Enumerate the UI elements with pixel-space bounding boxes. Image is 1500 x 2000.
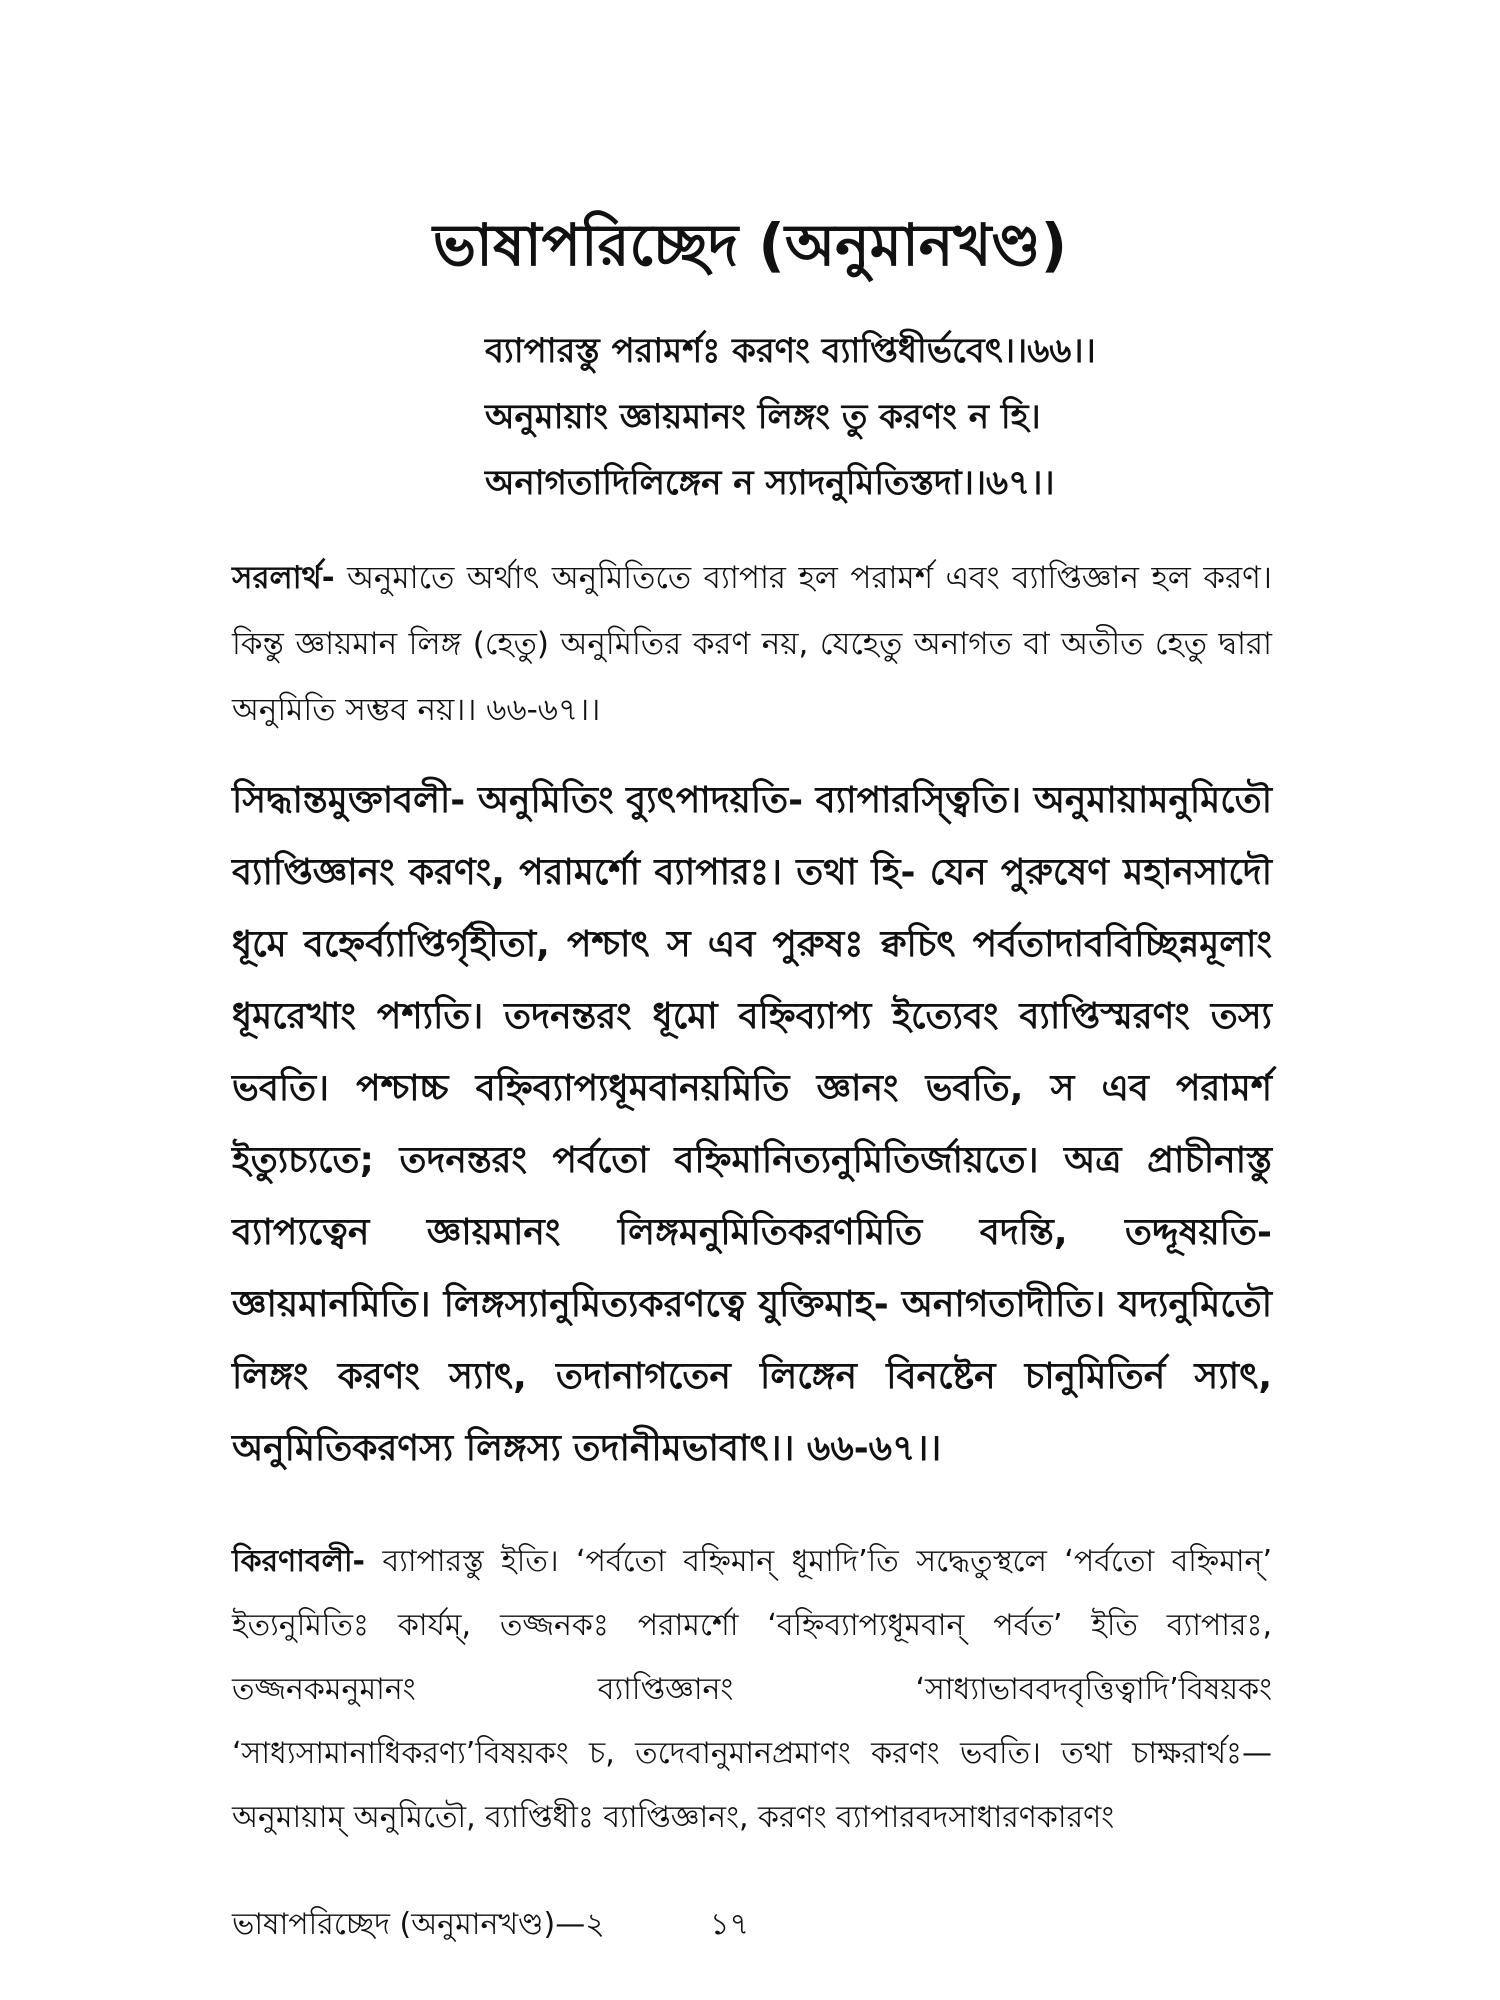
muktavali-label: সিদ্ধান্তমুক্তাবলী- [232, 780, 466, 821]
muktavali-text: অনুমিতিং ব্যুৎপাদয়তি- ব্যাপারস্ত্বিতি। অনুমায়ামনুমিতৌ ব্যাপ্তিজ্ঞানং করণং, পরামর্শো ব্যাপারঃ। তথা হি- যেন পুরুষেণ মহানসাদৌ ধূমে বহ্নের্ব্যাপ্তির্গৃহীতা, পশ্চাৎ স এব পুরুষঃ ক্বচিৎ পর্বতাদাববিচ্ছিন্নমূলাং ধূমরেখাং পশ্যতি। তদনন্তরং ধূমো বহ্নিব্যাপ্য ইত্যেবং ব্যাপ্তিস্মরণং তস্য ভবতি। পশ্চাচ্চ বহ্নিব্যাপ্যধূমবানয়মিতি জ্ঞানং ভবতি, স এব পরামর্শ ইত্যুচ্যতে; তদনন্তরং পর্বতো বহ্নিমানিত্যনুমিতির্জায়তে। অত্র প্রাচীনাস্তু ব্যাপ্যত্বেন জ্ঞায়মানং লিঙ্গমনুমিতিকরণমিতি বদন্তি, তদ্দূষয়তি- জ্ঞায়মানমিতি। লিঙ্গস্যানুমিত্যকরণত্বে যুক্তিমাহ- অনাগতাদীতি। যদ্যনুমিতৌ লিঙ্গং করণং স্যাৎ, তদানাগতেন লিঙ্গেন বিনষ্টেন চানুমিতির্ন স্যাৎ, অনুমিতিকরণস্য লিঙ্গস্য তদানীমভাবাৎ।। ৬৬-৬৭।। [232, 780, 1272, 1469]
kiranavali-paragraph [232, 1530, 1272, 1850]
kiranavali-label: কিরণাবলী- [232, 1544, 365, 1579]
verse-line: ব্যাপারস্তু পরামর্শঃ করণং ব্যাপ্তিধীর্ভবেৎ।।৬৬।। [485, 331, 1096, 371]
verse-line: অনুমায়াং জ্ঞায়মানং লিঙ্গং তু করণং ন হি। [485, 397, 1041, 437]
saralartha-text: অনুমাতে অর্থাৎ অনুমিতিতে ব্যাপার হল পরামর্শ এবং ব্যাপ্তিজ্ঞান হল করণ। কিন্তু জ্ঞায়মান লিঙ্গ (হেতু) অনুমিতির করণ নয়, যেহেতু অনাগত বা অতীত হেতু দ্বারা অনুমিতি সম্ভব নয়।। ৬৬-৬৭।। [232, 560, 1272, 728]
verse-block [485, 318, 1425, 516]
page-title: ভাষাপরিচ্ছেদ (অনুমানখণ্ড) [432, 211, 1068, 279]
saralartha-label: সরলার্থ- [232, 560, 335, 596]
saralartha-paragraph [232, 545, 1272, 743]
verse-line: অনাগতাদিলিঙ্গেন ন স্যাদনুমিতিস্তদা।।৬৭।। [485, 463, 1055, 503]
kiranavali-text: ব্যাপারস্তু ইতি। ‘পর্বতো বহ্নিমান্ ধূমাদি’তি সদ্ধেতুস্থলে ‘পর্বতো বহ্নিমান্’ ইত্যনুমিতিঃ কার্যম্, তজ্জনকঃ পরামর্শো ‘বহ্নিব্যাপ্যধূমবান্ পর্বত’ ইতি ব্যাপারঃ, তজ্জনকমনুমানং ব্যাপ্তিজ্ঞানং ‘সাধ্যাভাববদবৃত্তিত্বাদি’বিষয়কং ‘সাধ্যসামানাধিকরণ্য’বিষয়কং চ, তদেবানুমানপ্রমাণং করণং ভবতি। তথা চাক্ষরার্থঃ— অনুমায়াম্ অনুমিতৌ, ব্যাপ্তিধীঃ ব্যাপ্তিজ্ঞানং, করণং ব্যাপারবদসাধারণকারণং [232, 1544, 1272, 1835]
muktavali-paragraph [232, 765, 1272, 1485]
footer-running-title: ভাষাপরিচ্ছেদ (অনুমানখণ্ড)—২ [232, 1907, 605, 1942]
page-number: ১৭ [710, 1907, 749, 1942]
